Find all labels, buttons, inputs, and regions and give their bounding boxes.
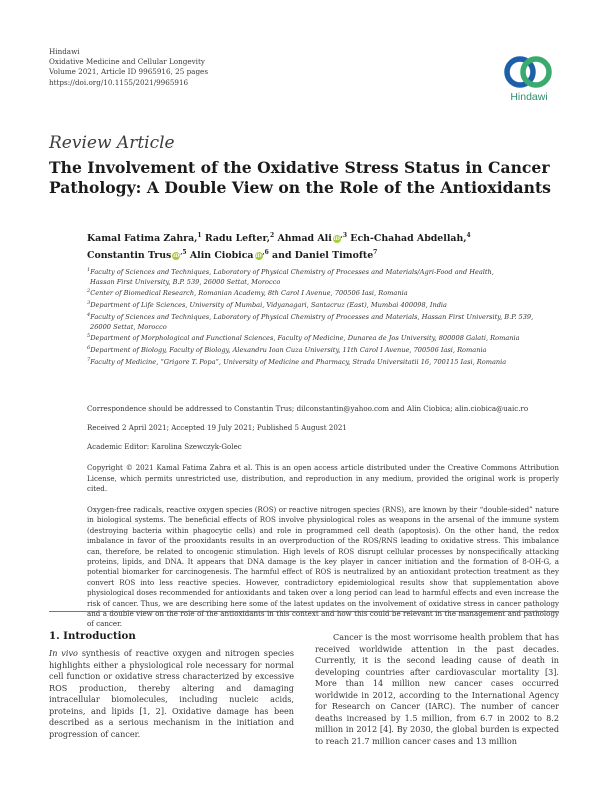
affiliation-number: 1 — [87, 267, 91, 273]
affiliation-text: Department of Biology, Faculty of Biology, Alexandru Ioan Cuza University, 11th Carol I Avenue, 700506 Iasi, Romania — [90, 346, 487, 355]
affiliation-item — [87, 287, 559, 299]
author-affiliation-ref: 7 — [373, 248, 378, 256]
orcid-icon[interactable]: iD — [173, 252, 180, 259]
orcid-icon[interactable]: iD — [255, 252, 262, 259]
affiliation-text: Faculty of Sciences and Techniques, Laboratory of Physical Chemistry of Processes and Materials/Agri-Food and Health, — [90, 268, 494, 277]
affiliation-text: Department of Morphological and Functional Sciences, Faculty of Medicine, Dunarea de Jos University, 800008 Galati, Romania — [90, 334, 520, 343]
author-name: Kamal Fatima Zahra, — [87, 233, 198, 245]
affiliation-item — [87, 356, 559, 368]
author-line-2 — [87, 246, 567, 263]
correspondence: Correspondence should be addressed to Constantin Trus; dilconstantin@yahoo.com and Alin Ciobica; alin.ciobica@uaic.ro — [87, 404, 529, 413]
journal-name: Oxidative Medicine and Cellular Longevity — [49, 57, 205, 67]
author-name: Constantin Trus — [87, 249, 172, 261]
doi-link[interactable]: https://doi.org/10.1155/2021/9965916 — [49, 77, 189, 87]
abstract: Oxygen-free radicals, reactive oxygen species (ROS) or reactive nitrogen species (RNS), are known by their “double-sided” nature in biological systems. The beneficial effects of ROS involve physiological roles as weapons in the arsenal of the immune system (destroying bacteria within phagocytic cells) and role in programmed cell death (apoptosis). On the other hand, the redox imbalance in favor of the prooxidants results in an overproduction of the ROS/RNS leading to oxidative stress. This imbalance can, therefore, be related to oncogenic stimulation. High levels of ROS disrupt cellular processes by nonspecifically attacking proteins, lipids, and DNA. It appears that DNA damage is the key player in cancer initiation and the formation of 8-OH-G, a potential biomarker for carcinogenesis. The harmful effect of ROS is neutralized by an antioxidant protection treatment as they convert ROS into less reactive species. However, contradictory epidemiological results show that supplementation above physiological doses recommended for antioxidants and taken over a long period can lead to harmful effects and even increase the risk of cancer. Thus, we are describing here some of the latest updates on the involvement of oxidative stress in cancer pathology and a double view on the role of the antioxidants in this context and how this could be relevant in the management and pathology of cancer. — [87, 505, 559, 629]
affiliation-number: 4 — [87, 311, 91, 318]
author — [277, 233, 347, 244]
author-name: Ahmad Ali — [277, 233, 332, 245]
author-affiliation-ref: 2 — [270, 232, 275, 239]
section-heading: 1. Introduction — [49, 630, 136, 642]
intro-text-2: Cancer is the most worrisome health problem that has received worldwide attention in the past decades. Currently, it is the second leading cause of death in developing countries after cardiovascular mortality [3]. More than 14 million new cancer cases occurred worldwide in 2012, according to the International Agency for Research on Cancer (IARC). The number of cancer deaths increased by 1.5 million, from 6.7 in 2002 to 8.2 million in 2012 [4]. By 2030, the global burden is expected to reach 21.7 million cancer cases and 13 million — [315, 632, 559, 746]
journal-header — [49, 47, 208, 88]
academic-editor: Academic Editor: Karolina Szewczyk-Golec — [87, 442, 242, 451]
affiliation-number: 2 — [87, 288, 91, 295]
affiliation-item — [87, 344, 559, 356]
article-dates: Received 2 April 2021; Accepted 19 July 2021; Published 5 August 2021 — [87, 423, 347, 432]
affiliation-item — [87, 299, 559, 311]
affiliation-text-cont: Hassan First University, B.P. 539, 26000 Settat, Morocco — [90, 277, 281, 286]
author-name: and Daniel Timofte — [272, 249, 374, 261]
affiliation-item — [87, 311, 559, 323]
author-affiliation-ref: 4 — [466, 232, 471, 239]
author-name: Ech-Chahad Abdellah, — [350, 233, 467, 245]
intro-text-1: synthesis of reactive oxygen and nitrogen species highlights either a physiological role necessary for normal cell function or oxidative stress characterized by excessive ROS production, thereby altering and damaging intracellular biomolecules, including nucleic acids, proteins, and lipids [1, 2]. Oxidative damage has been described as a serious mechanism in the initiation and progression of cancer. — [49, 648, 294, 739]
hindawi-logo-icon — [499, 52, 557, 96]
affiliation-item — [87, 266, 559, 278]
author — [350, 233, 470, 244]
volume-info: Volume 2021, Article ID 9965916, 25 pages — [49, 67, 209, 77]
author-affiliation-ref: ,6 — [262, 248, 269, 256]
article-title: The Involvement of the Oxidative Stress Status in Cancer Pathology: A Double View on the Role of the Antioxidants — [49, 158, 551, 197]
copyright-notice: Copyright © 2021 Kamal Fatima Zahra et al. This is an open access article distributed under the Creative Commons Attribution License, which permits unrestricted use, distribution, and reproduction in any medium, provided the original work is properly cited. — [87, 463, 559, 494]
affiliation-number: 7 — [87, 356, 91, 363]
affiliations — [87, 266, 559, 368]
author — [87, 250, 187, 261]
intro-italic: In vivo — [49, 648, 78, 658]
affiliation-text: Faculty of Medicine, “Grigore T. Popa”, University of Medicine and Pharmacy, Strada Universitatii 16, 700115 Iasi, Romania — [90, 358, 507, 367]
affiliation-text-cont: 26000 Settat, Morocco — [90, 322, 167, 331]
affiliation-item — [87, 332, 559, 344]
author-affiliation-ref: ,3 — [340, 232, 348, 239]
section-divider — [49, 611, 559, 612]
author-line-1 — [87, 229, 567, 246]
affiliation-text: Faculty of Sciences and Techniques, Laboratory of Physical Chemistry of Processes and Materials, Hassan First University, B.P. 539, — [90, 313, 534, 322]
logo-wordmark: Hindawi — [510, 91, 548, 103]
author — [87, 233, 202, 244]
affiliation-number: 5 — [87, 333, 91, 340]
affiliation-number: 3 — [87, 300, 91, 307]
author-affiliation-ref: ,5 — [180, 248, 187, 256]
intro-column-2 — [315, 632, 559, 747]
article-type: Review Article — [49, 133, 175, 153]
author-name: Alin Ciobica — [189, 249, 254, 261]
affiliation-number: 6 — [87, 345, 91, 352]
publisher: Hindawi — [49, 47, 80, 56]
author-affiliation-ref: 1 — [197, 232, 202, 239]
author-list — [87, 229, 567, 262]
orcid-icon[interactable]: iD — [333, 236, 340, 243]
intro-column-1 — [49, 648, 294, 740]
affiliation-text: Center of Biomedical Research, Romanian Academy, 8th Carol I Avenue, 700506 Iasi, Romania — [90, 289, 408, 298]
author-name: Radu Lefter, — [204, 233, 270, 245]
author — [205, 233, 274, 244]
affiliation-text: Department of Life Sciences, University of Mumbai, Vidyanagari, Santacruz (East), Mumbai 400098, India — [90, 301, 447, 310]
author — [272, 250, 377, 261]
author — [190, 250, 269, 261]
